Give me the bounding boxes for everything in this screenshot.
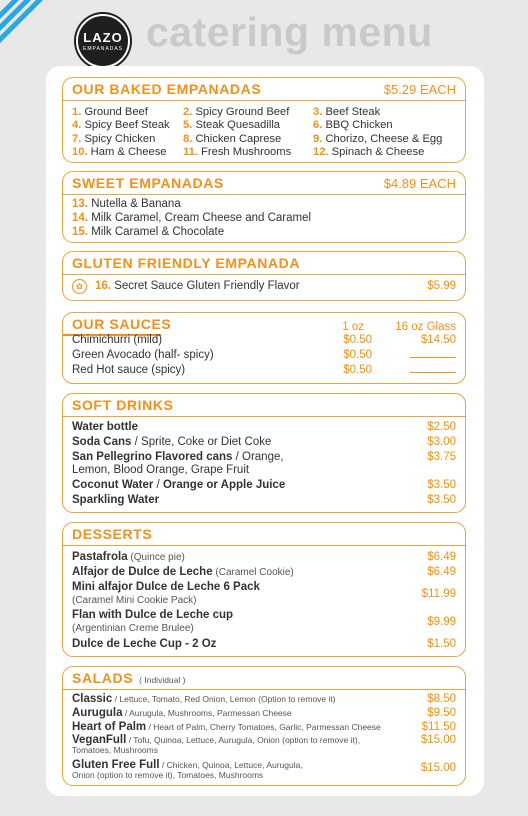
section-header [63, 523, 465, 546]
dessert-item: Flan with Dulce de Leche cup (Argentinian Creme Brulee) $9.99 [72, 609, 456, 634]
section-title: SALADS ( Individual ) [72, 670, 186, 686]
menu-item: 7. Spicy Chicken [72, 132, 156, 145]
drink-item: Water bottle $2.50 [72, 421, 456, 433]
baked-col-2 [183, 106, 291, 160]
menu-item: 1. Ground Beef [72, 106, 148, 118]
menu-item: 6. BBQ Chicken [313, 119, 393, 132]
drink-item: Sparkling Water $3.50 [72, 494, 456, 506]
drink-item: Soda Cans / Sprite, Coke or Diet Coke $3.00 [72, 436, 456, 448]
section-header [63, 78, 465, 101]
menu-item: 10. Ham & Cheese [72, 146, 167, 159]
section-title: DESSERTS [72, 526, 153, 542]
dessert-item: Pastafrola (Quince pie) $6.49 [72, 551, 456, 563]
menu-item: 9. Chorizo, Cheese & Egg [313, 132, 443, 145]
section-price: $5.29 EACH [383, 82, 456, 97]
menu-item: 2. Spicy Ground Beef [183, 106, 290, 118]
sauce-col-1oz: 1 oz [342, 321, 364, 333]
section-price: $4.89 EACH [383, 176, 456, 191]
salad-item: Classic / Lettuce, Tomato, Red Onion, Lemon (Option to remove it) $8.50 [72, 693, 456, 705]
menu-item: 3. Beef Steak [313, 106, 381, 118]
lazo-logo [76, 14, 130, 68]
drink-item: Coconut Water / Orange or Apple Juice $3.50 [72, 479, 456, 491]
sauce-row: Chimichurri (mild) $0.50 $14.50 [72, 334, 456, 346]
page-title: catering menu [146, 9, 433, 55]
menu-item: 8. Chicken Caprese [183, 132, 282, 145]
menu-item: 14. Milk Caramel, Cream Cheese and Caramel [72, 212, 312, 224]
salad-item: Gluten Free Full / Chicken, Quinoa, Lettuce, Aurugula, Onion (option to remove it), Tomatoes, Mushrooms $15.00 [72, 759, 456, 780]
section-header [63, 667, 465, 690]
gluten-friendly-section [62, 251, 466, 301]
sauce-row: Red Hot sauce (spicy) $0.50 [72, 364, 372, 376]
dessert-item: Dulce de Leche Cup - 2 Oz $1.50 [72, 638, 456, 650]
gluten-free-icon: ✿ [72, 279, 87, 294]
section-title: OUR SAUCES [72, 316, 172, 332]
salads-section [62, 666, 466, 786]
dessert-item: Alfajor de Dulce de Leche (Caramel Cookie) $6.49 [72, 566, 456, 578]
section-title: SOFT DRINKS [72, 397, 174, 413]
drink-item: San Pellegrino Flavored cans / Orange, Lemon, Blood Orange, Grape Fruit $3.75 [72, 451, 456, 476]
baked-col-3 [313, 106, 442, 160]
logo-text: LAZO [83, 30, 123, 45]
section-title: OUR BAKED EMPANADAS [72, 81, 262, 97]
dessert-item: Mini alfajor Dulce de Leche 6 Pack (Caramel Mini Cookie Pack) $11.99 [72, 581, 456, 606]
soft-drinks-section [62, 393, 466, 513]
section-subtitle: ( Individual ) [139, 675, 186, 685]
sweet-empanadas-section [62, 171, 466, 243]
salad-item: VeganFull / Tofu, Quinoa, Lettuce, Aurugula, Onion (option to remove it), Tomatoes, Mushrooms $15.00 [72, 734, 456, 755]
sauce-row: Green Avocado (half- spicy) $0.50 [72, 349, 372, 361]
section-title: SWEET EMPANADAS [72, 175, 224, 191]
section-header [63, 394, 465, 417]
menu-item: 5. Steak Quesadilla [183, 119, 281, 132]
baked-col-1 [72, 106, 170, 160]
salad-item: Aurugula / Aurugula, Mushrooms, Parmessan Cheese $9.50 [72, 707, 456, 719]
sauces-section [62, 312, 466, 384]
menu-item: 13. Nutella & Banana [72, 198, 181, 210]
section-title: GLUTEN FRIENDLY EMPANADA [72, 255, 301, 271]
menu-item: 11. Fresh Mushrooms [183, 146, 292, 159]
baked-empanadas-section [62, 77, 466, 163]
section-header [63, 172, 465, 195]
sauce-col-16oz: 16 oz Glass [395, 321, 456, 333]
menu-item: 15. Milk Caramel & Chocolate [72, 226, 225, 238]
menu-item: 16. Secret Sauce Gluten Friendly Flavor $5.99 [95, 280, 456, 292]
section-header [63, 252, 465, 275]
menu-item: 4. Spicy Beef Steak [72, 119, 170, 132]
menu-item: 12. Spinach & Cheese [313, 146, 425, 159]
logo-subtext: EMPANADAS [82, 46, 124, 52]
salad-item: Heart of Palm / Heart of Palm, Cherry Tomatoes, Garlic, Parmessan Cheese $11.50 [72, 721, 456, 733]
desserts-section [62, 522, 466, 657]
